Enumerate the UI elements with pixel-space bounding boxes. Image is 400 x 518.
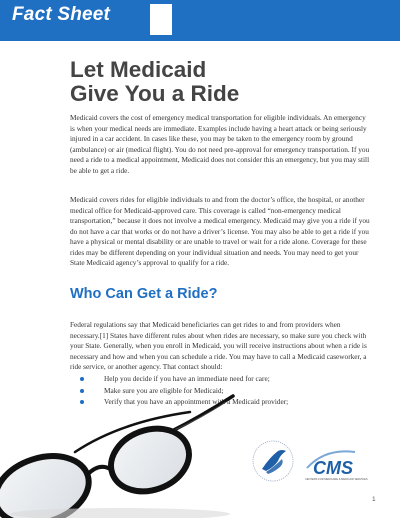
- paragraph-emergency-transport: Medicaid covers the cost of emergency medical transportation for eligible individuals. An emergency is when your medical needs are immediate. Examples include having a heart attack or being seriously injured in a car accident. In cases like these, you may be taken to the emergency room by ground (ambulance) or air (medical flight). You do not need pre-approval for emergency transportation. If you need a ride to a medical appointment, Medicaid does not consider this an emergency, but you may still be able to get a ride.: [70, 113, 370, 175]
- hhs-logo: [248, 439, 298, 483]
- list-item: Make sure you are eligible for Medicaid;: [80, 385, 380, 397]
- title-line-2: Give You a Ride: [70, 81, 240, 106]
- svg-text:CMS: CMS: [313, 458, 353, 478]
- paragraph-federal-regulations: Federal regulations say that Medicaid beneficiaries can get rides to and from providers when necessary.[1] States have different rules about when rides are necessary, so make sure you check with your State. Generally, when you enroll in Medicaid, you will receive instructions about when a ride is necessary and how and when you can schedule a ride. You may have to call a Medicaid caseworker, a ride service, or another agency. That contact should:: [70, 320, 367, 371]
- cms-tagline: CENTERS FOR MEDICARE & MEDICAID SERVICES: [305, 478, 368, 481]
- paragraph-non-emergency-transport: Medicaid covers rides for eligible individuals to and from the doctor’s office, the hospital, or another medical office for Medicaid-approved care. This coverage is called “non-emergency medical transportation,” because it does not involve a medical emergency. Medicaid may give you a ride if you do not have a car that works or do not have a driver’s license. You may also be able to get a ride if you have a physical or mental disability or are unable to travel or wait for a ride alone. Coverage for these rides may be different depending on your individual situation and needs. You may need to get your State Medicaid agency’s approval to qualify for a ride.: [70, 195, 370, 267]
- page-title: [70, 58, 239, 106]
- fact-sheet-label: Fact Sheet: [12, 4, 111, 25]
- list-item: Verify that you have an appointment with a Medicaid provider;: [80, 396, 380, 408]
- section-heading-who-can-get-ride: Who Can Get a Ride?: [70, 286, 218, 302]
- title-line-1: Let Medicaid: [70, 57, 207, 82]
- eyeglasses-image: [0, 392, 235, 518]
- bullet-icon: [80, 377, 84, 381]
- page-number: 1: [372, 496, 376, 503]
- cms-logo: [305, 446, 371, 480]
- list-item: Help you decide if you have an immediate need for care;: [80, 373, 380, 385]
